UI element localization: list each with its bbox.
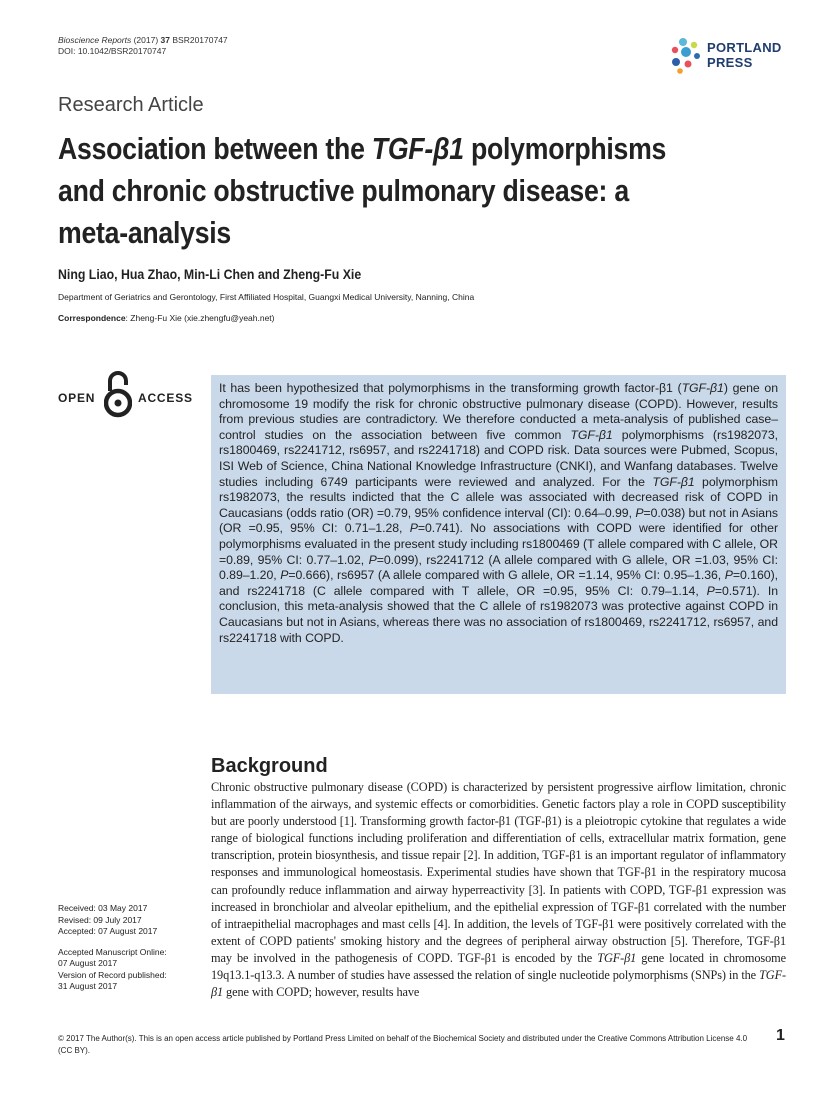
date-accepted-online-label: Accepted Manuscript Online:: [58, 946, 167, 957]
portland-press-logo[interactable]: [667, 37, 792, 75]
journal-citation: [58, 35, 228, 57]
open-access-badge: [58, 371, 208, 421]
logo-text-portland: PORTLAND: [707, 40, 782, 55]
abstract-seg: =0.038) but not in Asians (OR =0.95, 95% CI: 0.71–1.28,: [219, 505, 778, 536]
spacer: [58, 938, 208, 947]
background-paragraph: [211, 779, 786, 1001]
p-value-symbol: P: [280, 568, 289, 583]
title-text-1: Association between the: [58, 131, 372, 166]
abstract-seg: =0.666), rs6957 (A allele compared with G allele, OR =1.14, 95% CI: 0.95–1.36,: [288, 568, 725, 583]
correspondence: [58, 313, 275, 323]
article-title: [58, 128, 694, 254]
date-revised: Revised: 09 July 2017: [58, 914, 142, 925]
abstract-gene: TGF-β1: [681, 381, 724, 395]
open-access-word-access: ACCESS: [138, 391, 193, 405]
body-gene: TGF-β1: [211, 968, 786, 1000]
body-seg: gene located in chromosome 19q13.1-q13.3. A number of studies have assessed the relation of single nucleotide polymorphisms (SNPs) in the: [211, 950, 786, 983]
p-value-symbol: P: [368, 552, 377, 567]
journal-name: Bioscience Reports: [58, 35, 132, 45]
date-accepted-online: 07 August 2017: [58, 958, 118, 968]
journal-article-id: BSR20170747: [170, 35, 228, 45]
abstract-box: [211, 375, 786, 694]
date-version-label: Version of Record published:: [58, 969, 167, 980]
abstract-seg: ) gene on chromosome 19 modify the risk for chronic obstructive pulmonary disease (COPD). However, results from previous studies are contradictory. We therefore conducted a meta-analysis of published case–control studies on the association between five common: [219, 381, 779, 442]
license-footer: © 2017 The Author(s). This is an open access article published by Portland Press Limited on behalf of the Biochemical Society and distributed under the Creative Commons Attribution License 4.0 (CC BY).: [58, 1034, 748, 1055]
open-lock-icon: [104, 371, 132, 419]
affiliation: Department of Geriatrics and Gerontology, First Affiliated Hospital, Guangxi Medical University, Nanning, China: [58, 292, 475, 302]
abstract-seg: polymorphisms (rs1982073, rs1800469, rs2241712, rs6957, and rs2241718) and COPD risk. Data sources were Pubmed, Scopus, ISI Web of Science, China National Knowledge Infrastructure (CNKI), and Wanfang databases. Twelve studies including 6749 participants were reviewed and analyzed. For the: [219, 427, 778, 489]
abstract-text: [219, 381, 778, 646]
logo-text-press: PRESS: [707, 55, 753, 70]
body-seg: gene with COPD; however, results have: [223, 985, 420, 1000]
publication-dates: [58, 903, 208, 993]
date-accepted: Accepted: 07 August 2017: [58, 926, 158, 936]
body-seg: Chronic obstructive pulmonary disease (COPD) is characterized by persistent progressive airflow limitation, chronic inflammation of the airways, and systemic effects or comorbidities. Genetic factors play a role in COPD susceptibility but are poorly understood [1]. Transforming growth factor-β1 (TGF-β1) is a pleiotropic cytokine that regulates a wide range of biological functions including proliferation and differentiation of cells, extracellular matrix formation, gene transcription, protein biosynthesis, and tissue repair [2]. In addition, TGF-β1 is an important regulator of inflammatory responses and immunological homeostasis. Experimental studies have shown that TGF-β1 in the respiratory mucosa can profoundly reduce inflammation and airway hyperreactivity [3]. In patients with COPD, TGF-β1 expression was increased in bronchiolar and alveolar epithelium, and the epithelial expression of TGF-β1 correlated with the number of intraepithelial macrophages and mast cells [4]. In addition, the levels of TGF-β1 were positively correlated with the extent of COPD patients' smoking history and the degrees of peripheral airway obstruction [5]. Therefore, TGF-β1 may be involved in the pathogenesis of COPD. TGF-β1 is encoded by the: [211, 780, 786, 965]
abstract-gene: TGF-β1: [570, 427, 613, 442]
date-received: Received: 03 May 2017: [58, 903, 148, 913]
open-access-word-open: OPEN: [58, 391, 96, 405]
abstract-seg: =0.741). No associations with COPD were identified for other polymorphisms evaluated in the present study including rs1800469 (T allele compared with C allele, OR =0.89, 95% CI: 0.77–1.02,: [219, 521, 778, 567]
journal-reference: [58, 35, 228, 46]
abstract-gene: TGF-β1: [652, 474, 695, 489]
journal-year: (2017): [131, 35, 161, 45]
section-heading-background: Background: [211, 755, 328, 777]
title-gene: TGF-β1: [371, 131, 464, 166]
author-list: Ning Liao, Hua Zhao, Min-Li Chen and Zheng-Fu Xie: [58, 266, 362, 282]
title-text-2: polymorphisms and chronic obstructive pulmonary disease: a meta-analysis: [58, 131, 667, 250]
background-body: [211, 779, 786, 1001]
abstract-seg: =0.099), rs2241712 (A allele compared with G allele, OR =1.03, 95% CI: 0.89–1.20,: [219, 552, 778, 583]
abstract-seg: =0.160), and rs2241718 (C allele compared with T allele, OR =0.95, 95% CI: 0.79–1.14,: [219, 568, 778, 598]
abstract-seg: polymorphism rs1982073, the results indicted that the C allele was associated with decreased risk of COPD in Caucasians (odds ratio (OR) =0.79, 95% confidence interval (CI): 0.64–0.99,: [219, 474, 778, 520]
correspondence-label: Correspondence: [58, 313, 126, 323]
p-value-symbol: P: [409, 521, 418, 536]
correspondence-email[interactable]: : Zheng-Fu Xie (xie.zhengfu@yeah.net): [125, 313, 275, 323]
p-value-symbol: P: [706, 583, 715, 598]
article-type: Research Article: [58, 94, 204, 116]
abstract-seg: It has been hypothesized that polymorphisms in the transforming growth factor-β1 (: [219, 381, 682, 395]
abstract-seg: =0.571). In conclusion, this meta-analysis showed that the C allele of rs1982073 was protective against COPD in Caucasians but not in Asians, whereas there was no association of rs1800469, rs2241712, rs6957, and rs2241718 with COPD.: [219, 583, 778, 645]
logo-dots-icon: [667, 37, 705, 75]
date-version: 31 August 2017: [58, 981, 118, 991]
doi[interactable]: DOI: 10.1042/BSR20170747: [58, 46, 167, 56]
page-number: 1: [776, 1027, 785, 1044]
body-gene: TGF-β1: [597, 950, 637, 965]
journal-volume: 37: [160, 35, 170, 45]
p-value-symbol: P: [635, 505, 644, 520]
p-value-symbol: P: [724, 568, 733, 583]
